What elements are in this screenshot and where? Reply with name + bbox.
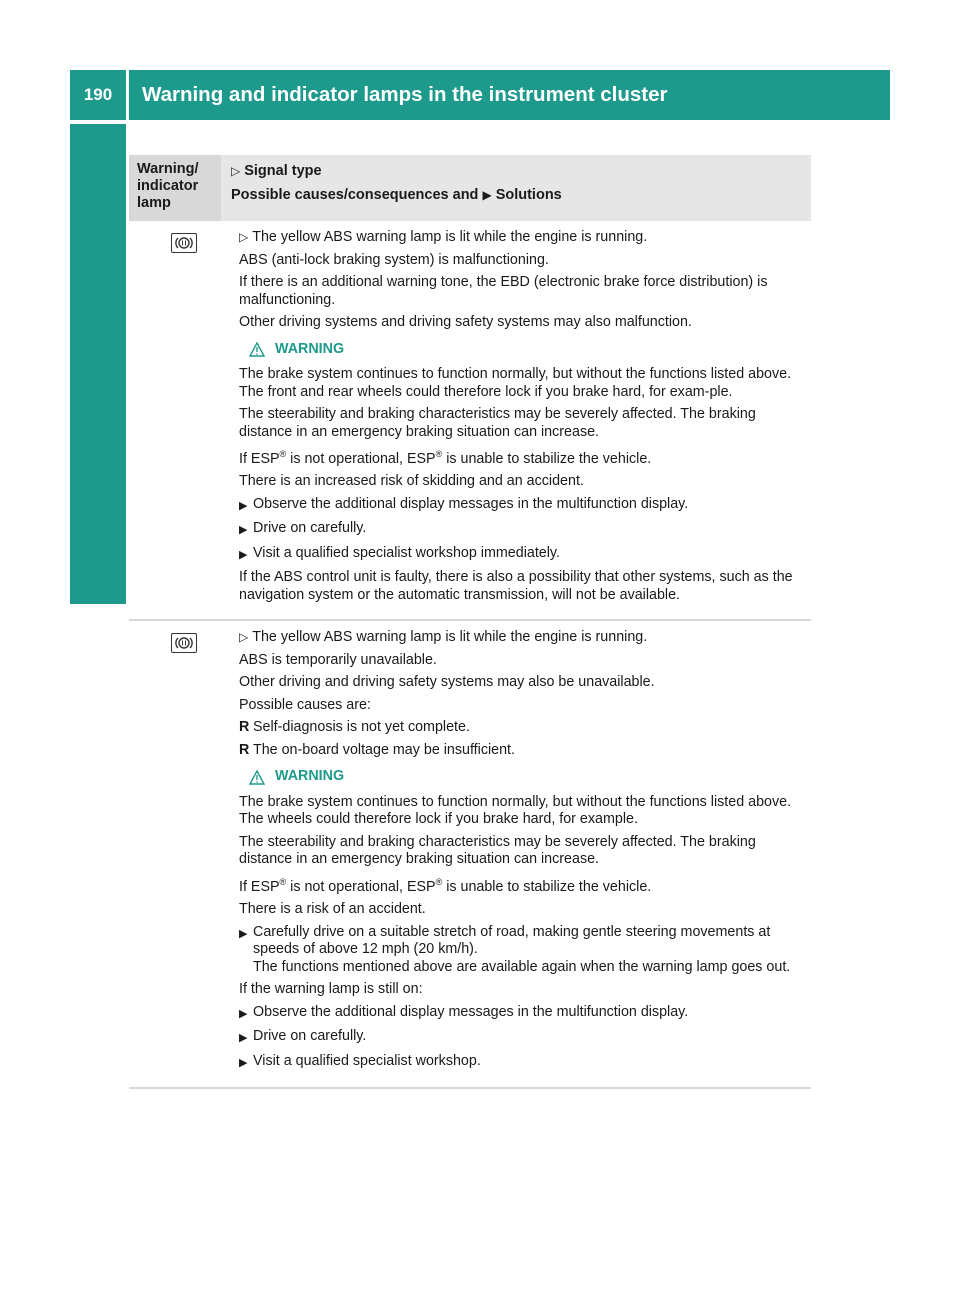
action-arrow-icon: ▶ <box>239 1032 248 1045</box>
action-step: ▶ Visit a qualified specialist workshop immediately. <box>239 545 811 565</box>
cause-text: If there is an additional warning tone, the EBD (electronic brake force distribution) is malfunctioning. <box>239 274 768 308</box>
header-causes: Possible causes/consequences and <box>231 187 479 203</box>
action-step: ▶ Observe the additional display messages in the multifunction display. <box>239 1004 811 1024</box>
cause-text: Other driving and driving safety systems may also be unavailable. <box>239 674 655 691</box>
table-row <box>129 221 811 621</box>
cause-text: Possible causes are: <box>239 696 371 713</box>
action-step: ▶ Visit a qualified specialist workshop. <box>239 1053 811 1073</box>
signal-text: The yellow ABS warning lamp is lit while the engine is running. <box>252 629 648 646</box>
risk-text: There is a risk of an accident. <box>239 901 426 918</box>
list-item: R Self-diagnosis is not yet complete. <box>239 719 470 736</box>
warning-text: The brake system continues to function normally, but without the functions listed above. The wheels could therefore lock if you brake hard, for example. <box>239 793 792 828</box>
closing-text: If the ABS control unit is faulty, there is also a possibility that other systems, such as the navigation system or the automatic transmission, will not be available. <box>239 569 793 603</box>
warning-label: WARNING <box>275 340 345 357</box>
section-title: On-board computer and displays <box>86 195 109 525</box>
warning-triangle-icon <box>249 342 265 357</box>
list-item: R The on-board voltage may be insufficient. <box>239 741 516 758</box>
action-arrow-icon: ▶ <box>239 1056 248 1069</box>
page-title: Warning and indicator lamps in the instrument cluster <box>129 70 890 120</box>
action-step: ▶ Carefully drive on a suitable stretch of road, making gentle steering movements at speeds of above 12 mph (20 km/h). The functions mentioned above are available again when the warning lamp goes out. <box>239 923 791 975</box>
header-signal-column <box>221 155 811 221</box>
action-arrow-icon: ▶ <box>239 499 248 512</box>
esp-text: If ESP® is not operational, ESP® is unable to stabilize the vehicle. <box>239 876 652 895</box>
cause-text: ABS is temporarily unavailable. <box>239 651 437 668</box>
action-arrow-icon: ▶ <box>239 524 248 537</box>
risk-text: There is an increased risk of skidding and an accident. <box>239 473 584 490</box>
header-lamp-line: lamp <box>137 195 171 211</box>
warning-heading <box>239 768 811 786</box>
warning-lamp-table <box>129 155 811 1089</box>
abs-warning-lamp-icon <box>171 233 197 253</box>
header-signal-type: Signal type <box>244 163 322 179</box>
action-step: ▶ Drive on carefully. <box>239 520 811 540</box>
warning-triangle-icon <box>249 770 265 785</box>
page-number: 190 <box>70 70 126 120</box>
header-lamp-line: Warning/ <box>137 161 199 177</box>
warning-text: The brake system continues to function normally, but without the functions listed above. The front and rear wheels could therefore lock if you brake hard, for exam-ple. <box>239 366 792 400</box>
header-lamp-line: indicator <box>137 178 199 194</box>
signal-triangle-icon: ▷ <box>231 164 241 178</box>
abs-warning-lamp-icon <box>171 633 197 653</box>
header-lamp-column <box>129 155 221 221</box>
warning-text: The steerability and braking characteristics may be severely affected. The braking distance in an emergency braking situation can increase. <box>239 406 756 440</box>
esp-text: If ESP® is not operational, ESP® is unable to stabilize the vehicle. <box>239 449 652 467</box>
cause-text: Other driving systems and driving safety systems may also malfunction. <box>239 314 692 330</box>
signal-triangle-icon: ▷ <box>239 230 249 244</box>
table-header <box>129 155 811 221</box>
action-arrow-icon: ▶ <box>239 548 248 561</box>
action-arrow-icon: ▶ <box>482 188 492 202</box>
warning-heading <box>239 341 811 359</box>
action-arrow-icon: ▶ <box>239 927 248 940</box>
action-step: ▶ Drive on carefully. <box>239 1028 811 1048</box>
signal-triangle-icon: ▷ <box>239 630 249 645</box>
signal-text: The yellow ABS warning lamp is lit while the engine is running. <box>252 229 648 245</box>
header-solutions: Solutions <box>495 187 562 203</box>
action-arrow-icon: ▶ <box>239 1007 248 1020</box>
warning-text: The steerability and braking characteristics may be severely affected. The braking distance in an emergency braking situation can increase. <box>239 833 756 868</box>
cause-text: ABS (anti-lock braking system) is malfunctioning. <box>239 251 549 268</box>
still-on-text: If the warning lamp is still on: <box>239 981 423 998</box>
action-step: ▶ Observe the additional display messages in the multifunction display. <box>239 496 811 516</box>
warning-label: WARNING <box>275 768 345 785</box>
table-row <box>129 621 811 1089</box>
